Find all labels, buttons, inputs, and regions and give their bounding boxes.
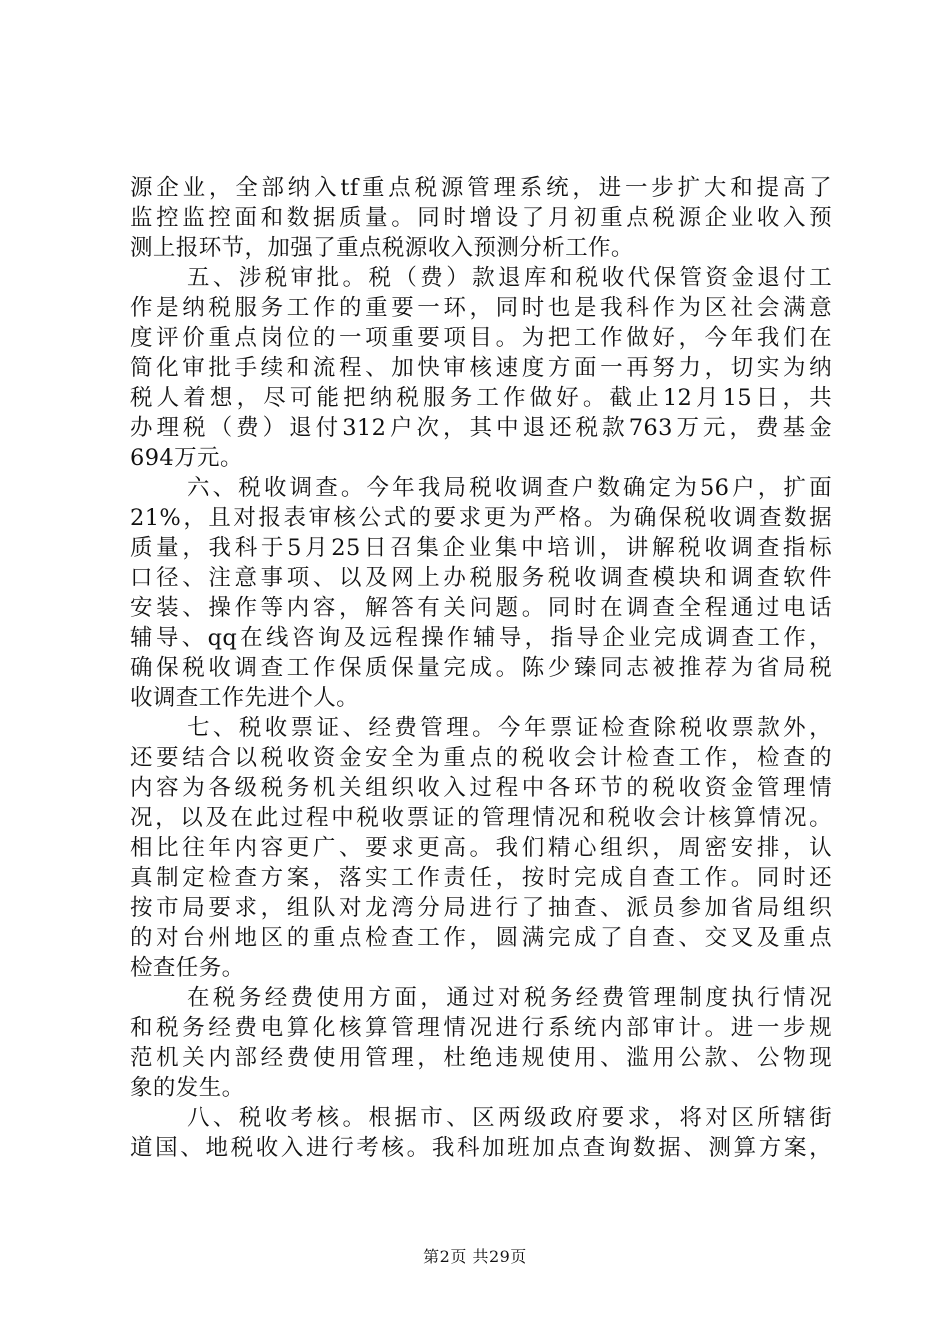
text-line: 在税务经费使用方面，通过对税务经费管理制度执行情况 xyxy=(187,985,832,1011)
text-line: 确保税收调查工作保质保量完成。陈少臻同志被推荐为省局税 xyxy=(130,655,832,681)
text-line: 六、税收调查。今年我局税收调查户数确定为56户，扩面 xyxy=(187,475,832,501)
text-line: 口径、注意事项、以及网上办税服务税收调查模块和调查软件 xyxy=(130,565,832,591)
text-line: 质量，我科于5月25日召集企业集中培训，讲解税收调查指标 xyxy=(130,535,832,561)
text-line: 的对台州地区的重点检查工作，圆满完成了自查、交叉及重点 xyxy=(130,925,832,951)
text-line: 检查任务。 xyxy=(130,955,245,981)
text-line: 道国、地税收入进行考核。我科加班加点查询数据、测算方案， xyxy=(130,1135,832,1161)
text-line: 八、税收考核。根据市、区两级政府要求，将对区所辖街 xyxy=(187,1105,832,1131)
text-line: 监控监控面和数据质量。同时增设了月初重点税源企业收入预 xyxy=(130,205,832,231)
text-line: 安装、操作等内容，解答有关问题。同时在调查全程通过电话 xyxy=(130,595,832,621)
text-line: 五、涉税审批。税（费）款退库和税收代保管资金退付工 xyxy=(187,265,832,291)
text-line: 测上报环节，加强了重点税源收入预测分析工作。 xyxy=(130,235,634,261)
text-line: 收调查工作先进个人。 xyxy=(130,685,360,711)
text-line: 内容为各级税务机关组织收入过程中各环节的税收资金管理情 xyxy=(130,775,832,801)
text-line: 办理税（费）退付312户次，其中退还税款763万元，费基金 xyxy=(130,415,832,441)
text-line: 还要结合以税收资金安全为重点的税收会计检查工作，检查的 xyxy=(130,745,832,771)
text-line: 源企业，全部纳入tf重点税源管理系统，进一步扩大和提高了 xyxy=(130,175,832,201)
text-line: 694万元。 xyxy=(130,445,243,471)
text-line: 简化审批手续和流程、加快审核速度方面一再努力，切实为纳 xyxy=(130,355,832,381)
text-line: 度评价重点岗位的一项重要项目。为把工作做好，今年我们在 xyxy=(130,325,832,351)
text-line: 税人着想，尽可能把纳税服务工作做好。截止12月15日，共 xyxy=(130,385,832,411)
text-line: 按市局要求，组队对龙湾分局进行了抽查、派员参加省局组织 xyxy=(130,895,832,921)
text-line: 和税务经费电算化核算管理情况进行系统内部审计。进一步规 xyxy=(130,1015,832,1041)
text-line: 作是纳税服务工作的重要一环，同时也是我科作为区社会满意 xyxy=(130,295,832,321)
text-line: 况，以及在此过程中税收票证的管理情况和税收会计核算情况。 xyxy=(130,805,832,831)
text-line: 21%，且对报表审核公式的要求更为严格。为确保税收调查数据 xyxy=(130,505,832,531)
document-body xyxy=(130,173,832,1163)
text-line: 象的发生。 xyxy=(130,1075,245,1101)
text-line: 范机关内部经费使用管理，杜绝违规使用、滥用公款、公物现 xyxy=(130,1045,832,1071)
text-line: 辅导、qq在线咨询及远程操作辅导，指导企业完成调查工作， xyxy=(130,625,832,651)
page-footer: 第2页 共29页 xyxy=(423,1247,527,1266)
text-line: 真制定检查方案，落实工作责任，按时完成自查工作。同时还 xyxy=(130,865,832,891)
text-line: 相比往年内容更广、要求更高。我们精心组织，周密安排，认 xyxy=(130,835,832,861)
text-line: 七、税收票证、经费管理。今年票证检查除税收票款外， xyxy=(187,715,832,741)
